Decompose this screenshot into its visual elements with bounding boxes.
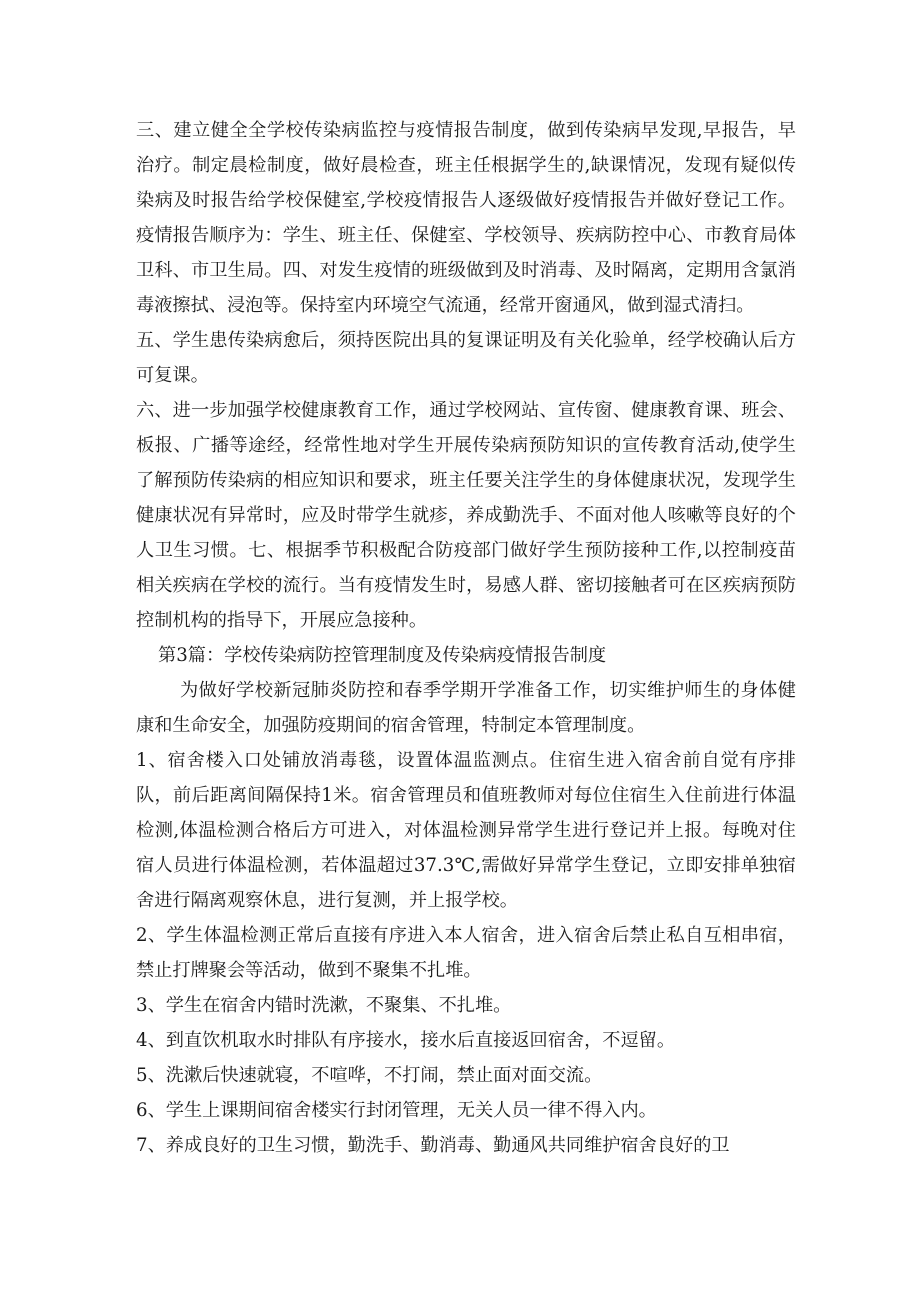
document-body: [136, 113, 796, 1163]
rule-item: 7、养成良好的卫生习惯，勤洗手、勤消毒、勤通风共同维护宿舍良好的卫: [136, 1135, 730, 1156]
section-title: 第3篇：学校传染病防控管理制度及传染病疫情报告制度: [158, 645, 607, 666]
rule-item: 5、洗漱后快速就寝，不喧哗，不打闹，禁止面对面交流。: [136, 1065, 603, 1086]
paragraph-health-education: 六、进一步加强学校健康教育工作，通过学校网站、宣传窗、健康教育课、班会、板报、广播等途经，经常性地对学生开展传染病预防知识的宣传教育活动,使学生了解预防传染病的相应知识和要求，班主任要关注学生的身体健康状况，发现学生健康状况有异常时，应及时带学生就疹，养成勤洗手、不面对他人咳嗽等良好的个人卫生习惯。七、根据季节积极配合防疫部门做好学生预防接种工作,以控制疫苗相关疾病在学校的流行。当有疫情发生时，易感人群、密切接触者可在区疾病预防控制机构的指导下，开展应急接种。: [136, 400, 796, 631]
rule-item: 2、学生体温检测正常后直接有序进入本人宿舍，进入宿舍后禁止私自互相串宿，禁止打牌聚会等活动，做到不聚集不扎堆。: [136, 925, 796, 981]
section-intro: 为做好学校新冠肺炎防控和春季学期开学准备工作，切实维护师生的身体健康和生命安全，加强防疫期间的宿舍管理，特制定本管理制度。: [136, 680, 796, 736]
paragraph-return-to-school: 五、学生患传染病愈后，须持医院出具的复课证明及有关化验单，经学校确认后方可复课。: [136, 330, 796, 386]
rule-item: 3、学生在宿舍内错时洗漱，不聚集、不扎堆。: [136, 995, 512, 1016]
rule-item: 1、宿舍楼入口处铺放消毒毯，设置体温监测点。住宿生进入宿舍前自觉有序排队，前后距离间隔保持1米。宿舍管理员和值班教师对每位住宿生入住前进行体温检测,体温检测合格后方可进入，对体温检测异常学生进行登记并上报。每晚对住宿人员进行体温检测，若体温超过37.3℃,需做好异常学生登记，立即安排单独宿舍进行隔离观察休息，进行复测，并上报学校。: [136, 750, 796, 911]
rule-item: 4、到直饮机取水时排队有序接水，接水后直接返回宿舍，不逗留。: [136, 1030, 676, 1051]
paragraph-reporting-system: 三、建立健全全学校传染病监控与疫情报告制度，做到传染病早发现,早报告，早治疗。制定晨检制度，做好晨检查，班主任根据学生的,缺课情况，发现有疑似传染病及时报告给学校保健室,学校疫情报告人逐级做好疫情报告并做好登记工作。疫情报告顺序为：学生、班主任、保健室、学校领导、疾病防控中心、市教育局体卫科、市卫生局。四、对发生疫情的班级做到及时消毒、及时隔离，定期用含氯消毒液擦拭、浸泡等。保持室内环境空气流通，经常开窗通风，做到湿式清扫。: [136, 120, 796, 316]
rule-item: 6、学生上课期间宿舍楼实行封闭管理，无关人员一律不得入内。: [136, 1100, 657, 1121]
